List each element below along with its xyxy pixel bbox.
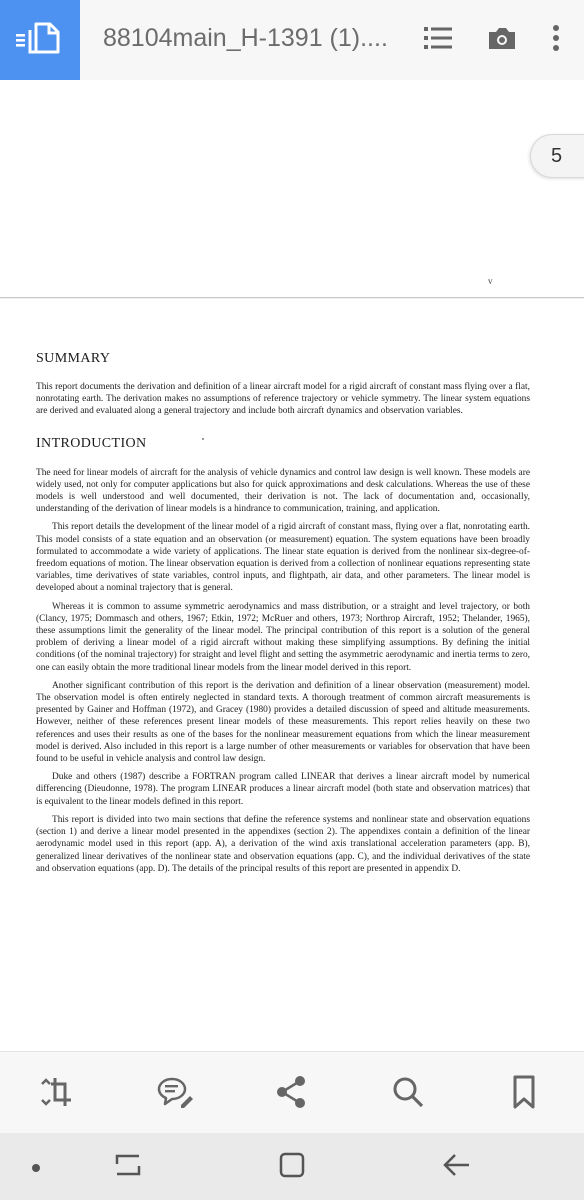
bookmark-icon: [512, 1075, 536, 1113]
home-button[interactable]: [274, 1149, 310, 1185]
share-icon: [275, 1075, 307, 1113]
system-navigation-bar: [0, 1133, 584, 1200]
recents-icon: [113, 1152, 143, 1182]
nav-indicator: [18, 1149, 54, 1185]
camera-icon: [487, 25, 517, 55]
more-options-button[interactable]: [538, 22, 574, 58]
share-button[interactable]: [271, 1074, 311, 1114]
crop-rotate-button[interactable]: [36, 1074, 76, 1114]
document-content: [36, 351, 530, 875]
bookmark-button[interactable]: [504, 1074, 544, 1114]
intro-paragraph: This report details the development of the linear model of a rigid aircraft of constant mass, flying over a flat, nonrotating earth. This model consists of a state equation and an observation (or measurement) equation. The system equations have been broadly formulated to accommodate a wide variety of applications. The linear state equation is derived from the nonlinear six-degree-of-freedom equations of motion. The linear observation equation is derived from a collection of nonlinear equations representing state variables, time derivatives of state variables, control inputs, and flightpath, air data, and other parameters. The linear model is developed about a nominal trajectory that is general.: [36, 522, 530, 594]
page-number-indicator[interactable]: [530, 134, 584, 178]
list-icon: [422, 24, 454, 56]
previous-page[interactable]: [0, 80, 584, 298]
camera-button[interactable]: [484, 22, 520, 58]
app-bar: [0, 0, 584, 81]
intro-paragraph: Another significant contribution of this report is the derivation and definition of a linear observation (measurement) model. The observation model is often entirely neglected in standard texts. A thorough treatment of common aircraft measurements is presented by Gainer and Hoffman (1972), and Gracey (1980) provides a detailed discussion of speed and altitude measurements. However, neither of these references present linear models of these measurements. This report relies heavily on these two references and uses their results as one of the bases for the nonlinear measurement equations from which the linear measurement model is derived. Also included in this report is a large number of other measurements or variables for observation that have been found to be useful in vehicle analysis and control law design.: [36, 680, 530, 765]
back-button[interactable]: [438, 1149, 474, 1185]
search-icon: [392, 1076, 424, 1112]
document-title: 88104main_H-1391 (1)....: [103, 24, 388, 52]
annotate-button[interactable]: [155, 1074, 195, 1114]
introduction-heading: INTRODUCTION: [36, 435, 147, 451]
intro-paragraph: Duke and others (1987) describe a FORTRAN program called LINEAR that derives a linear aircraft model by numerical differencing (Dieudonne, 1978). The program LINEAR produces a linear aircraft model (both state and observation matrices) that is equivalent to the linear models defined in this report.: [36, 772, 530, 807]
recents-button[interactable]: [110, 1149, 146, 1185]
search-button[interactable]: [388, 1074, 428, 1114]
intro-paragraph: Whereas it is common to assume symmetric aerodynamics and mass distribution, or a straight and level trajectory, or both (Clancy, 1975; Dommasch and others, 1967; Etkin, 1972; McRuer and others, 1973; Northrop Aircraft, 1952; Thelander, 1965), these assumptions limit the generality of the linear model. The principal contribution of this report is a solution of the general problem of deriving a linear model of a rigid aircraft without making these simplifying assumptions. By defining the initial conditions (of the nominal trajectory) for straight and level flight and setting the asymmetric aerodynamic and inertia terms to zero, one can easily obtain the more traditional linear models from the linear model derived in this report.: [36, 601, 530, 673]
home-icon: [278, 1151, 306, 1183]
summary-heading: SUMMARY: [36, 351, 111, 366]
page-roman-numeral: v: [488, 276, 493, 286]
more-vert-icon: [552, 24, 560, 56]
list-button[interactable]: [420, 22, 456, 58]
dot-indicator-icon: [31, 1158, 41, 1177]
summary-paragraph: This report documents the derivation and definition of a linear aircraft model for a rigid aircraft of constant mass flying over a flat, nonrotating earth. The derivation makes no assumptions of reference trajectory or vehicle symmetry. The linear system equations are derived and evaluated along a general trajectory and include both aircraft dynamics and observation variables.: [36, 382, 530, 417]
page-number: 5: [551, 144, 563, 167]
intro-paragraph: The need for linear models of aircraft for the analysis of vehicle dynamics and control law design is well known. These models are widely used, not only for computer applications but also for quick approximations and desk calculations. Whereas the use of these models is well understood and well documented, their derivation is not. The lack of documentation and, occasionally, understanding of the derivation of linear models is a hindrance to communication, training, and application.: [36, 467, 530, 515]
crop-rotate-icon: [38, 1075, 74, 1113]
document-menu-icon: [14, 20, 66, 60]
document-menu-button[interactable]: [0, 0, 80, 80]
bottom-toolbar: [0, 1051, 584, 1134]
back-icon: [441, 1152, 471, 1182]
comment-edit-icon: [156, 1075, 194, 1113]
document-page[interactable]: [0, 299, 584, 1051]
intro-paragraph: This report is divided into two main sections that define the reference systems and nonlinear state and observation equations (section 1) and derive a linear model presented in the appendixes (section 2). The appendixes contain a definition of the linear aerodynamic model used in this report (app. A), a derivation of the wind axis translational acceleration parameters (app. B), generalized linear derivatives of the nonlinear state and observation equations (app. C), and the individual derivatives of the state and observation equations (app. D). The details of the principal results of this report are presented in appendix D.: [36, 814, 530, 874]
